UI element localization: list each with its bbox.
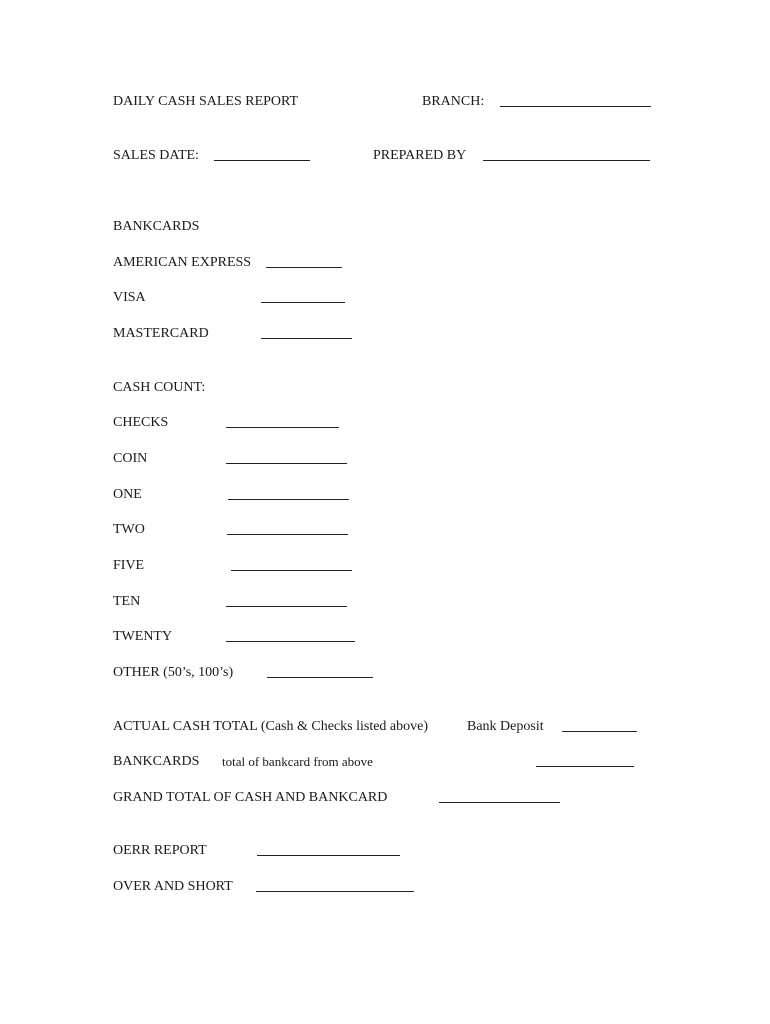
american-express-label: AMERICAN EXPRESS <box>113 255 252 270</box>
bankcards-total-field[interactable] <box>536 766 634 767</box>
twenty-field[interactable] <box>226 641 355 642</box>
two-field[interactable] <box>227 534 348 535</box>
oerr-report-label: OERR REPORT <box>113 843 207 858</box>
coin-label: COIN <box>113 451 148 466</box>
sales-date-label: SALES DATE: <box>113 148 199 163</box>
sales-date-field[interactable] <box>214 160 310 161</box>
coin-field[interactable] <box>226 463 347 464</box>
ten-field[interactable] <box>226 606 347 607</box>
mastercard-field[interactable] <box>261 338 352 339</box>
one-label: ONE <box>113 487 142 502</box>
other-field[interactable] <box>267 677 373 678</box>
bank-deposit-label: Bank Deposit <box>467 719 544 734</box>
bank-deposit-field[interactable] <box>562 731 637 732</box>
twenty-label: TWENTY <box>113 629 173 644</box>
other-label: OTHER (50’s, 100’s) <box>113 665 234 680</box>
bankcards-heading: BANKCARDS <box>113 219 200 234</box>
over-and-short-field[interactable] <box>256 891 414 892</box>
two-label: TWO <box>113 522 145 537</box>
grand-total-label: GRAND TOTAL OF CASH AND BANKCARD <box>113 790 388 805</box>
one-field[interactable] <box>228 499 349 500</box>
oerr-report-field[interactable] <box>257 855 400 856</box>
mastercard-label: MASTERCARD <box>113 326 209 341</box>
actual-cash-total-label: ACTUAL CASH TOTAL (Cash & Checks listed above) <box>113 719 429 734</box>
five-field[interactable] <box>231 570 352 571</box>
five-label: FIVE <box>113 558 145 573</box>
bankcards-total-label: BANKCARDS <box>113 754 200 769</box>
visa-field[interactable] <box>261 302 345 303</box>
branch-field[interactable] <box>500 106 651 107</box>
ten-label: TEN <box>113 594 141 609</box>
bankcards-total-note: total of bankcard from above <box>222 754 373 769</box>
checks-label: CHECKS <box>113 415 169 430</box>
prepared-by-field[interactable] <box>483 160 650 161</box>
grand-total-field[interactable] <box>439 802 560 803</box>
checks-field[interactable] <box>226 427 339 428</box>
branch-label: BRANCH: <box>422 94 485 109</box>
over-and-short-label: OVER AND SHORT <box>113 879 233 894</box>
american-express-field[interactable] <box>266 267 342 268</box>
cash-count-heading: CASH COUNT: <box>113 380 206 395</box>
prepared-by-label: PREPARED BY <box>373 148 467 163</box>
visa-label: VISA <box>113 290 146 305</box>
report-title: DAILY CASH SALES REPORT <box>113 94 299 109</box>
